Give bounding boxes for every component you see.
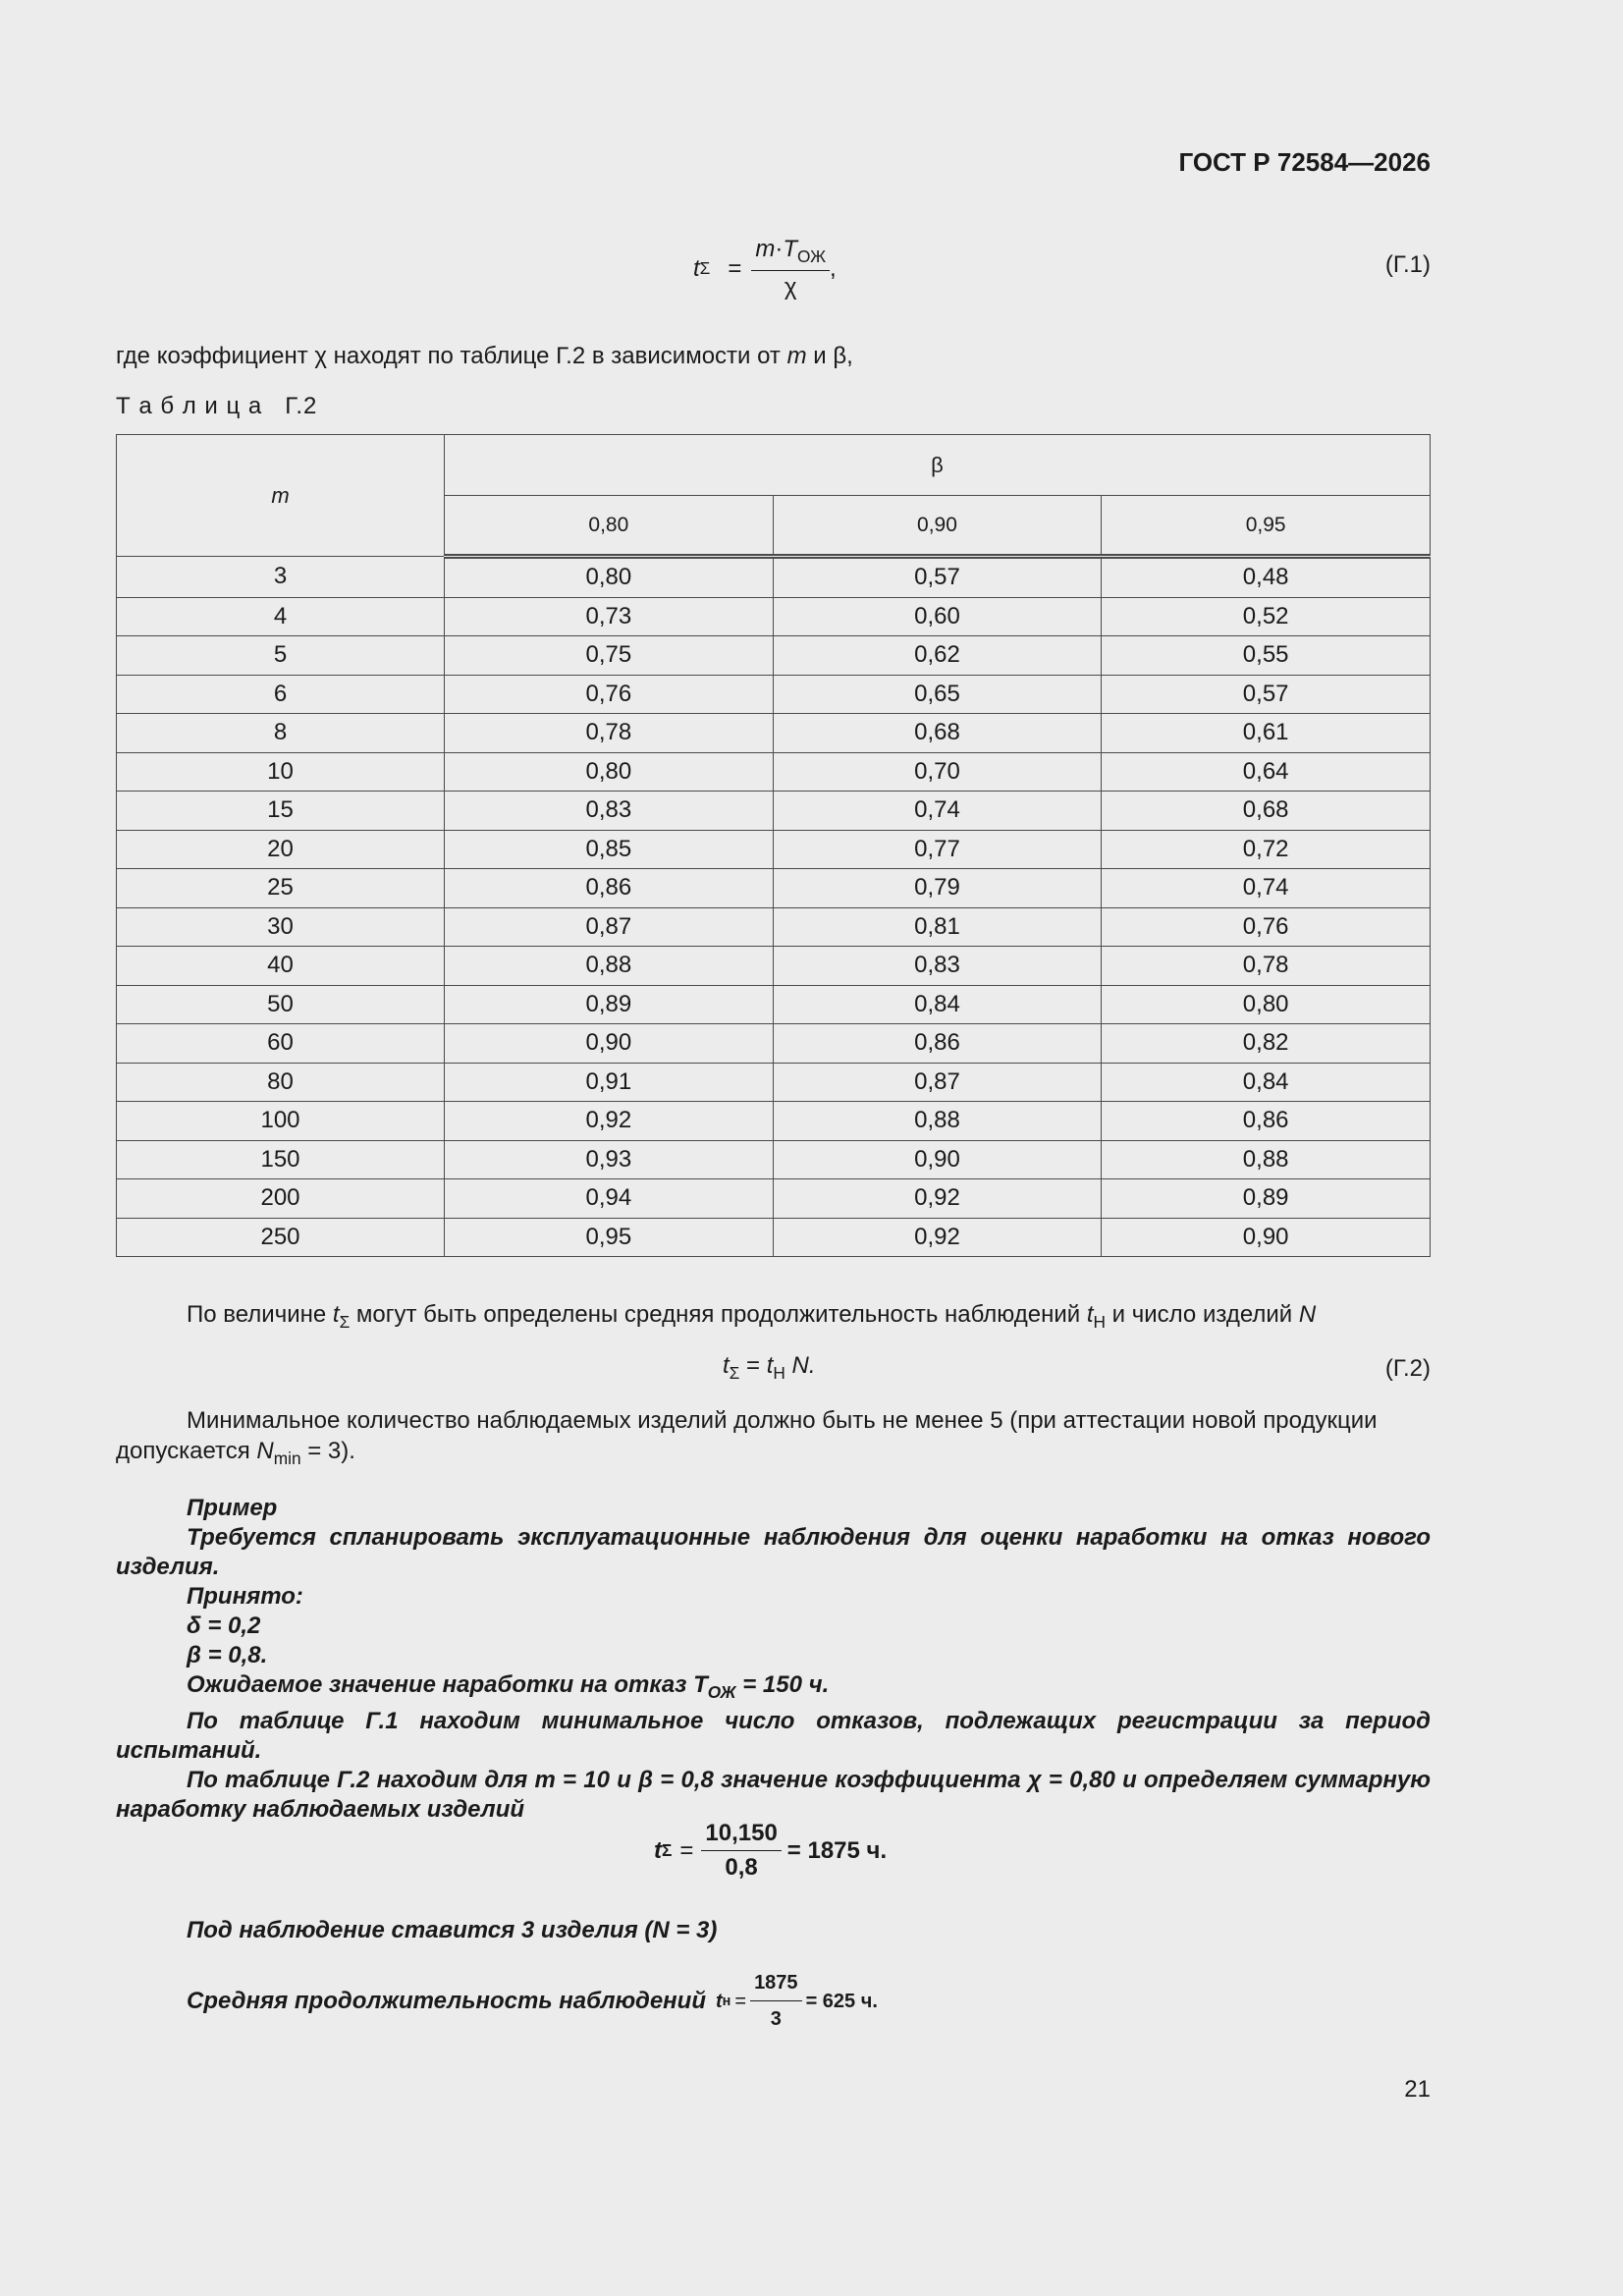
formula-g1-lhs-sub: Σ [699, 258, 711, 279]
para-t-n: N [1298, 1301, 1317, 1328]
formula-g2 [723, 1352, 816, 1384]
table-body [117, 557, 1431, 1257]
cell-chi: 0,90 [773, 1140, 1102, 1179]
table-row [117, 675, 1431, 714]
table-row [117, 714, 1431, 753]
cell-m: 60 [117, 1024, 445, 1064]
formula-g1-num-t: T [783, 236, 798, 262]
table-row [117, 830, 1431, 869]
cell-chi: 0,89 [1102, 1179, 1431, 1219]
formula-g2-label: (Г.2) [1384, 1355, 1431, 1382]
example-expected-sub: ОЖ [707, 1682, 736, 1703]
cell-chi: 0,68 [1102, 792, 1431, 831]
cell-chi: 0,84 [773, 985, 1102, 1024]
formula-g1-lhs: t [693, 254, 700, 282]
cell-chi: 0,55 [1102, 636, 1431, 676]
cell-m: 100 [117, 1102, 445, 1141]
cell-chi: 0,85 [445, 830, 774, 869]
cell-chi: 0,74 [1102, 869, 1431, 908]
example-expected [116, 1670, 1431, 1707]
where-paragraph [116, 341, 1431, 371]
table-row [117, 1063, 1431, 1102]
calc1-den: 0,8 [725, 1854, 758, 1881]
formula-g1 [693, 236, 837, 301]
example-average-duration [187, 1968, 878, 2034]
cell-m: 250 [117, 1218, 445, 1257]
table-row [117, 557, 1431, 598]
formula-g1-tail: , [830, 254, 837, 282]
table-row [117, 597, 1431, 636]
cell-m: 50 [117, 985, 445, 1024]
cell-chi: 0,74 [773, 792, 1102, 831]
cell-chi: 0,75 [445, 636, 774, 676]
header-m-label: m [271, 482, 290, 508]
cell-chi: 0,81 [773, 907, 1102, 947]
cell-chi: 0,76 [445, 675, 774, 714]
coefficient-table [116, 434, 1431, 1257]
calc2-eq: = [734, 1990, 747, 2012]
para-t-p1: По величине [187, 1301, 333, 1328]
cell-chi: 0,89 [445, 985, 774, 1024]
calc2-lhs-sub: н [722, 1993, 731, 2009]
formula-g2-eq: = [739, 1352, 767, 1379]
cell-m: 6 [117, 675, 445, 714]
cell-chi: 0,87 [773, 1063, 1102, 1102]
cell-chi: 0,82 [1102, 1024, 1431, 1064]
cell-chi: 0,80 [445, 557, 774, 598]
example-table2-line: По таблице Г.2 находим для m = 10 и β = 0,8 значение коэффициента χ = 0,80 и определяем суммарную наработку наблюдаемых изделий [116, 1767, 1431, 1824]
table-row [117, 907, 1431, 947]
cell-chi: 0,64 [1102, 752, 1431, 792]
cell-chi: 0,84 [1102, 1063, 1431, 1102]
avg-label: Средняя продолжительность наблюдений [187, 1987, 706, 2014]
cell-m: 40 [117, 947, 445, 986]
cell-chi: 0,65 [773, 675, 1102, 714]
cell-m: 5 [117, 636, 445, 676]
cell-chi: 0,90 [1102, 1218, 1431, 1257]
para-t-tn-sub: Н [1093, 1312, 1106, 1333]
cell-chi: 0,93 [445, 1140, 774, 1179]
table-row [117, 1102, 1431, 1141]
cell-m: 150 [117, 1140, 445, 1179]
where-beta: β [833, 343, 847, 369]
table-row [117, 985, 1431, 1024]
cell-chi: 0,77 [773, 830, 1102, 869]
cell-chi: 0,83 [445, 792, 774, 831]
example-observation: Под наблюдение ставится 3 изделия (N = 3) [187, 1917, 718, 1943]
table-row [117, 947, 1431, 986]
cell-chi: 0,80 [445, 752, 774, 792]
standard-code: ГОСТ Р 72584—2026 [1178, 147, 1431, 177]
header-beta: β [445, 435, 1431, 496]
para-min-p1: Минимальное количество наблюдаемых изделий должно быть не менее 5 (при аттестации новой продукции допускается [116, 1407, 1378, 1464]
cell-chi: 0,87 [445, 907, 774, 947]
para-min-n: N [256, 1438, 274, 1464]
cell-chi: 0,86 [1102, 1102, 1431, 1141]
cell-chi: 0,86 [773, 1024, 1102, 1064]
cell-chi: 0,92 [445, 1102, 774, 1141]
cell-chi: 0,61 [1102, 714, 1431, 753]
formula-g2-tail: N. [784, 1352, 816, 1379]
where-m: m [786, 343, 807, 369]
formula-g1-eq: = [728, 254, 742, 282]
cell-chi: 0,60 [773, 597, 1102, 636]
cell-chi: 0,78 [1102, 947, 1431, 986]
cell-chi: 0,86 [445, 869, 774, 908]
para-t-sum [116, 1299, 1431, 1338]
calc1-lhs: t [654, 1836, 662, 1864]
calc1-eq: = [679, 1836, 694, 1864]
example-accepted: Принято: [187, 1583, 303, 1610]
example-block [116, 1494, 1431, 1825]
calc2-fraction [750, 1968, 802, 2034]
para-t-p2: могут быть определены средняя продолжительность наблюдений [350, 1301, 1087, 1328]
example-expected-p1: Ожидаемое значение наработки на отказ T [187, 1671, 708, 1698]
cell-chi: 0,94 [445, 1179, 774, 1219]
cell-m: 20 [117, 830, 445, 869]
formula-g1-num-m: m [755, 236, 776, 262]
where-p2: находят по таблице Г.2 в зависимости от [326, 343, 787, 369]
where-chi: χ [314, 343, 327, 369]
cell-m: 10 [117, 752, 445, 792]
cell-chi: 0,88 [1102, 1140, 1431, 1179]
formula-g2-lhs: t [723, 1352, 730, 1379]
cell-m: 3 [117, 557, 445, 598]
cell-m: 8 [117, 714, 445, 753]
cell-m: 4 [117, 597, 445, 636]
formula-g1-fraction [751, 236, 830, 301]
cell-chi: 0,90 [445, 1024, 774, 1064]
table-row [117, 752, 1431, 792]
example-expected-p2: = 150 ч. [735, 1671, 830, 1698]
formula-g1-num-dot: · [775, 236, 784, 262]
cell-chi: 0,73 [445, 597, 774, 636]
cell-chi: 0,92 [773, 1179, 1102, 1219]
para-t-p3: и число изделий [1106, 1301, 1299, 1328]
cell-chi: 0,48 [1102, 557, 1431, 598]
table-row [117, 792, 1431, 831]
cell-chi: 0,88 [773, 1102, 1102, 1141]
cell-m: 200 [117, 1179, 445, 1219]
para-t-t-sub: Σ [339, 1312, 351, 1333]
para-t-tn: t [1086, 1301, 1094, 1328]
formula-g1-den: χ [784, 274, 797, 301]
header-beta-value: 0,95 [1102, 496, 1431, 557]
para-t-t: t [332, 1301, 340, 1328]
example-task: Требуется спланировать эксплуатационные наблюдения для оценки наработки на отказ нового изделия. [116, 1524, 1431, 1580]
cell-chi: 0,78 [445, 714, 774, 753]
calc1-lhs-sub: Σ [662, 1840, 673, 1860]
table-row [117, 1024, 1431, 1064]
cell-chi: 0,92 [773, 1218, 1102, 1257]
example-table1-line: По таблице Г.1 находим минимальное число отказов, подлежащих регистрации за период испытаний. [116, 1708, 1431, 1765]
cell-chi: 0,70 [773, 752, 1102, 792]
cell-chi: 0,91 [445, 1063, 774, 1102]
calc-average-duration [716, 1968, 878, 2034]
table-caption: Т а б л и ц а Г.2 [116, 393, 318, 419]
example-delta: δ = 0,2 [187, 1613, 261, 1639]
cell-chi: 0,76 [1102, 907, 1431, 947]
formula-g2-rhs-sub: Н [773, 1363, 785, 1384]
cell-chi: 0,57 [773, 557, 1102, 598]
cell-chi: 0,95 [445, 1218, 774, 1257]
where-p1: где коэффициент [116, 343, 315, 369]
calc2-rhs: = 625 ч. [805, 1990, 878, 2012]
cell-chi: 0,62 [773, 636, 1102, 676]
cell-chi: 0,52 [1102, 597, 1431, 636]
table-row [117, 1218, 1431, 1257]
cell-chi: 0,57 [1102, 675, 1431, 714]
cell-chi: 0,88 [445, 947, 774, 986]
formula-g1-num-t-sub: ОЖ [797, 246, 827, 267]
header-m [117, 435, 445, 557]
para-min-p2: = 3). [300, 1438, 355, 1464]
cell-chi: 0,79 [773, 869, 1102, 908]
page-number: 21 [1404, 2076, 1431, 2103]
cell-chi: 0,80 [1102, 985, 1431, 1024]
calc2-den: 3 [770, 2008, 782, 2030]
calc1-fraction [701, 1820, 781, 1882]
para-minimum [116, 1405, 1431, 1474]
formula-g2-rhs: t [766, 1352, 774, 1379]
example-beta: β = 0,8. [187, 1642, 268, 1668]
where-p3: и [806, 343, 834, 369]
example-title: Пример [187, 1495, 278, 1521]
table-row [117, 636, 1431, 676]
cell-m: 25 [117, 869, 445, 908]
formula-g2-lhs-sub: Σ [729, 1363, 740, 1384]
table-row [117, 1179, 1431, 1219]
formula-g1-label: (Г.1) [1384, 251, 1431, 278]
cell-chi: 0,83 [773, 947, 1102, 986]
table-row [117, 1140, 1431, 1179]
header-beta-value: 0,80 [445, 496, 774, 557]
calc1-rhs: = 1875 ч. [786, 1836, 888, 1864]
cell-chi: 0,68 [773, 714, 1102, 753]
calc-total-operating-time [654, 1820, 887, 1882]
cell-m: 30 [117, 907, 445, 947]
para-min-n-sub: min [273, 1449, 301, 1469]
example-observation-block [116, 1916, 1431, 1945]
header-beta-value: 0,90 [773, 496, 1102, 557]
cell-m: 15 [117, 792, 445, 831]
where-p4: , [846, 343, 853, 369]
calc2-num: 1875 [750, 1968, 802, 2001]
table-row [117, 869, 1431, 908]
cell-chi: 0,72 [1102, 830, 1431, 869]
calc1-num: 10,150 [701, 1820, 781, 1851]
cell-m: 80 [117, 1063, 445, 1102]
calc2-lhs: t [716, 1990, 723, 2012]
